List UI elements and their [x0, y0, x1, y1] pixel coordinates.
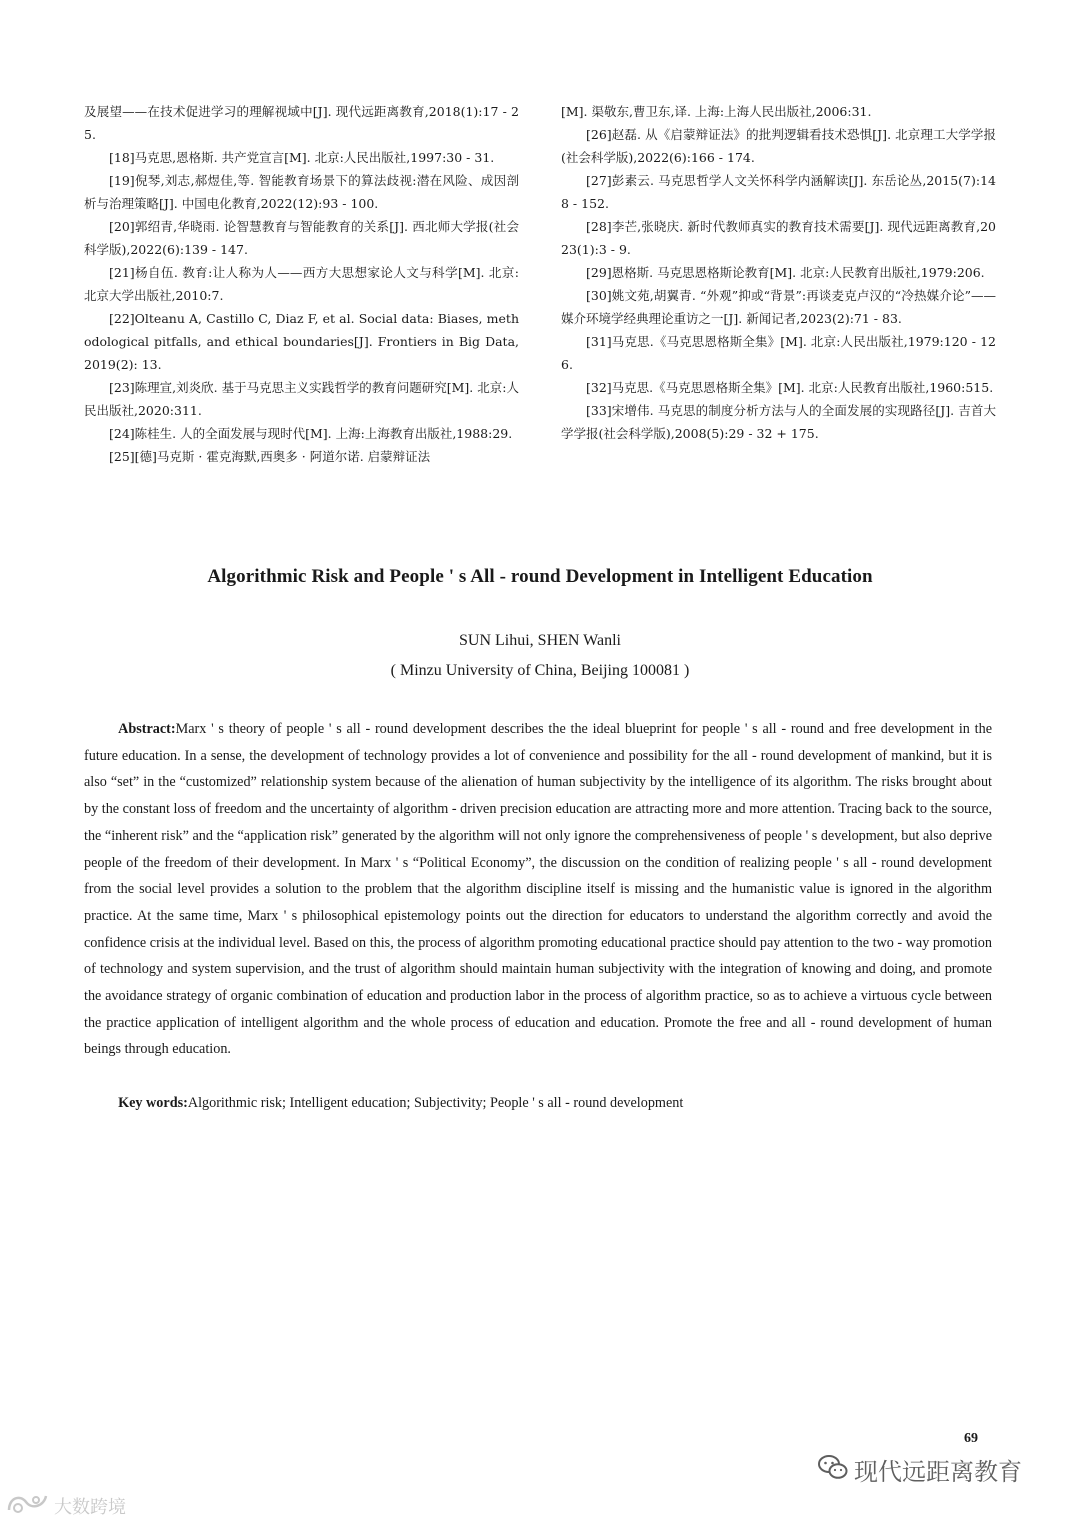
reference-item: [25][德]马克斯 · 霍克海默,西奥多 · 阿道尔诺. 启蒙辩证法 [109, 449, 431, 464]
reference-item: [28]李芒,张晓庆. 新时代教师真实的教育技术需要[J]. 现代远距离教育,2023(1):3 - 9. [561, 219, 996, 257]
abstract-paragraph [84, 716, 992, 1063]
watermark-wechat-text: 现代远距离教育 [854, 1458, 1022, 1486]
article-title: Algorithmic Risk and People ' s All - round Development in Intelligent Education [207, 566, 873, 587]
reference-item: [29]恩格斯. 马克思恩格斯论教育[M]. 北京:人民教育出版社,1979:206. [586, 265, 985, 280]
reference-item: [23]陈理宣,刘炎欣. 基于马克思主义实践哲学的教育问题研究[M]. 北京:人民出版社,2020:311. [84, 380, 519, 418]
article-affiliation: ( Minzu University of China, Beijing 100081 ) [390, 662, 690, 679]
references-right-column [561, 100, 996, 468]
reference-item: [21]杨自伍. 教育:让人称为人——西方大思想家论人文与科学[M]. 北京:北京大学出版社,2010:7. [84, 265, 519, 303]
watermark-brand-text: 大数跨境 [54, 1496, 126, 1518]
reference-item: [27]彭素云. 马克思哲学人文关怀科学内涵解读[J]. 东岳论丛,2015(7):148 - 152. [561, 173, 996, 211]
reference-item: [18]马克思,恩格斯. 共产党宣言[M]. 北京:人民出版社,1997:30 - 31. [109, 150, 495, 165]
reference-item: [M]. 渠敬东,曹卫东,译. 上海:上海人民出版社,2006:31. [561, 104, 872, 119]
keywords-label: Key words: [118, 1095, 188, 1111]
brand-logo-icon [6, 1490, 50, 1521]
reference-item: [20]郭绍青,华晓雨. 论智慧教育与智能教育的关系[J]. 西北师大学报(社会科学版),2022(6):139 - 147. [84, 219, 519, 257]
page-number: 69 [964, 1431, 978, 1446]
reference-item: [32]马克思.《马克思恩格斯全集》[M]. 北京:人民教育出版社,1960:515. [586, 380, 994, 395]
references-section [84, 100, 996, 468]
reference-item: [31]马克思.《马克思恩格斯全集》[M]. 北京:人民出版社,1979:120 - 126. [561, 334, 996, 372]
keywords-paragraph [84, 1090, 992, 1116]
watermark-brand [6, 1490, 126, 1521]
watermark-wechat [818, 1452, 1022, 1487]
abstract-text: Marx ' s theory of people ' s all - round development describes the the ideal blueprint for people ' s all - round and free development in the future education. In a sense, the development of technology provides a lot of convenience and possibility for the all - round development of mankind, but it is also “set” in the “customized” relationship system because of the alienation of human subjectivity by the intelligence of its algorithm. The risks brought about by the constant loss of freedom and the uncertainty of algorithm - driven precision education are attracting more and more attention. Tracing back to the source, the “inherent risk” and the “application risk” generated by the algorithm will not only ignore the comprehensiveness of people ' s development, but also deprive people of the freedom of their development. In Marx ' s “Political Economy”, the discussion on the condition of realizing people ' s all - round development from the social level provides a solution to the problem that the algorithm discipline itself is missing and the humanistic value is ignored in the algorithm practice. At the same time, Marx ' s philosophical epistemology points out the direction for educators to understand the algorithm correctly and avoid the confidence crisis at the individual level. Based on this, the process of algorithm promoting educational practice should pay attention to the two - way promotion of technology and system supervision, and the trust of algorithm should maintain human subjectivity with the integration of knowing and doing, and promote the avoidance strategy of organic combination of education and production labor in the process of algorithm practice, so as to achieve a virtuous cycle between the practice application of intelligent algorithm and the whole process of education and education. Promote the free and all - round development of human beings through education. [84, 721, 992, 1058]
reference-item: [33]宋增伟. 马克思的制度分析方法与人的全面发展的实现路径[J]. 吉首大学学报(社会科学版),2008(5):29 - 32 + 175. [561, 403, 996, 441]
reference-item: [26]赵磊. 从《启蒙辩证法》的批判逻辑看技术恐惧[J]. 北京理工大学学报(社会科学版),2022(6):166 - 174. [561, 127, 996, 165]
article-authors: SUN Lihui, SHEN Wanli [459, 632, 621, 649]
reference-item: [30]姚文苑,胡翼青. “外观”抑或“背景”:再谈麦克卢汉的“冷热媒介论”——媒介环境学经典理论重访之一[J]. 新闻记者,2023(2):71 - 83. [561, 288, 996, 326]
keywords-text: Algorithmic risk; Intelligent education; Subjectivity; People ' s all - round development [187, 1095, 684, 1111]
references-left-column [84, 100, 519, 468]
wechat-icon [818, 1454, 848, 1486]
abstract-label: Abstract: [118, 721, 176, 737]
reference-item: 及展望——在技术促进学习的理解视域中[J]. 现代远距离教育,2018(1):17 - 25. [84, 104, 519, 142]
reference-item: [19]倪琴,刘志,郝煜佳,等. 智能教育场景下的算法歧视:潜在风险、成因剖析与治理策略[J]. 中国电化教育,2022(12):93 - 100. [84, 173, 519, 211]
reference-item: [22]Olteanu A, Castillo C, Diaz F, et al. Social data: Biases, methodological pitfalls, and ethical boundaries[J]. Frontiers in Big Data, 2019(2): 13. [84, 311, 519, 372]
reference-item: [24]陈桂生. 人的全面发展与现时代[M]. 上海:上海教育出版社,1988:29. [109, 426, 513, 441]
